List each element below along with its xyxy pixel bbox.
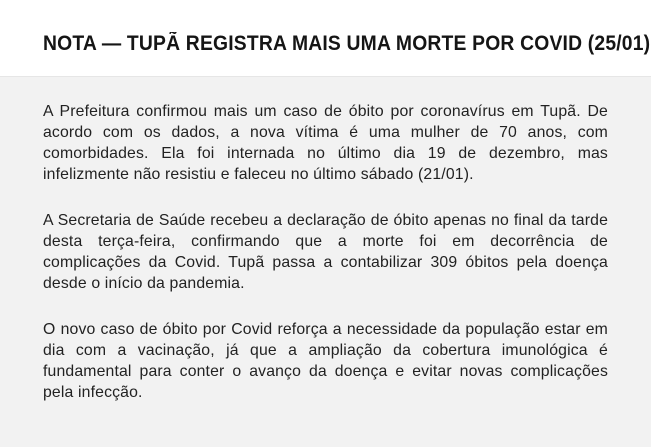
article-paragraph-1: A Prefeitura confirmou mais um caso de óbito por coronavírus em Tupã. De acordo com os dados, a nova vítima é uma mulher de 70 anos, com comorbidades. Ela foi internada no último dia 19 de dezembro, mas infelizmente não resistiu e faleceu no último sábado (21/01). [43,103,608,183]
article-title: NOTA — TUPÃ REGISTRA MAIS UMA MORTE POR COVID (25/01) [43,32,651,55]
article-body [43,101,608,428]
article-paragraph-3: O novo caso de óbito por Covid reforça a necessidade da população estar em dia com a vacinação, já que a ampliação da cobertura imunológica é fundamental para conter o avanço da doença e evitar novas complicações pela infecção. [43,321,608,401]
title-band [0,0,651,77]
article-paragraph-2: A Secretaria de Saúde recebeu a declaração de óbito apenas no final da tarde desta terça-feira, confirmando que a morte foi em decorrência de complicações da Covid. Tupã passa a contabilizar 309 óbitos pela doença desde o início da pandemia. [43,212,608,292]
